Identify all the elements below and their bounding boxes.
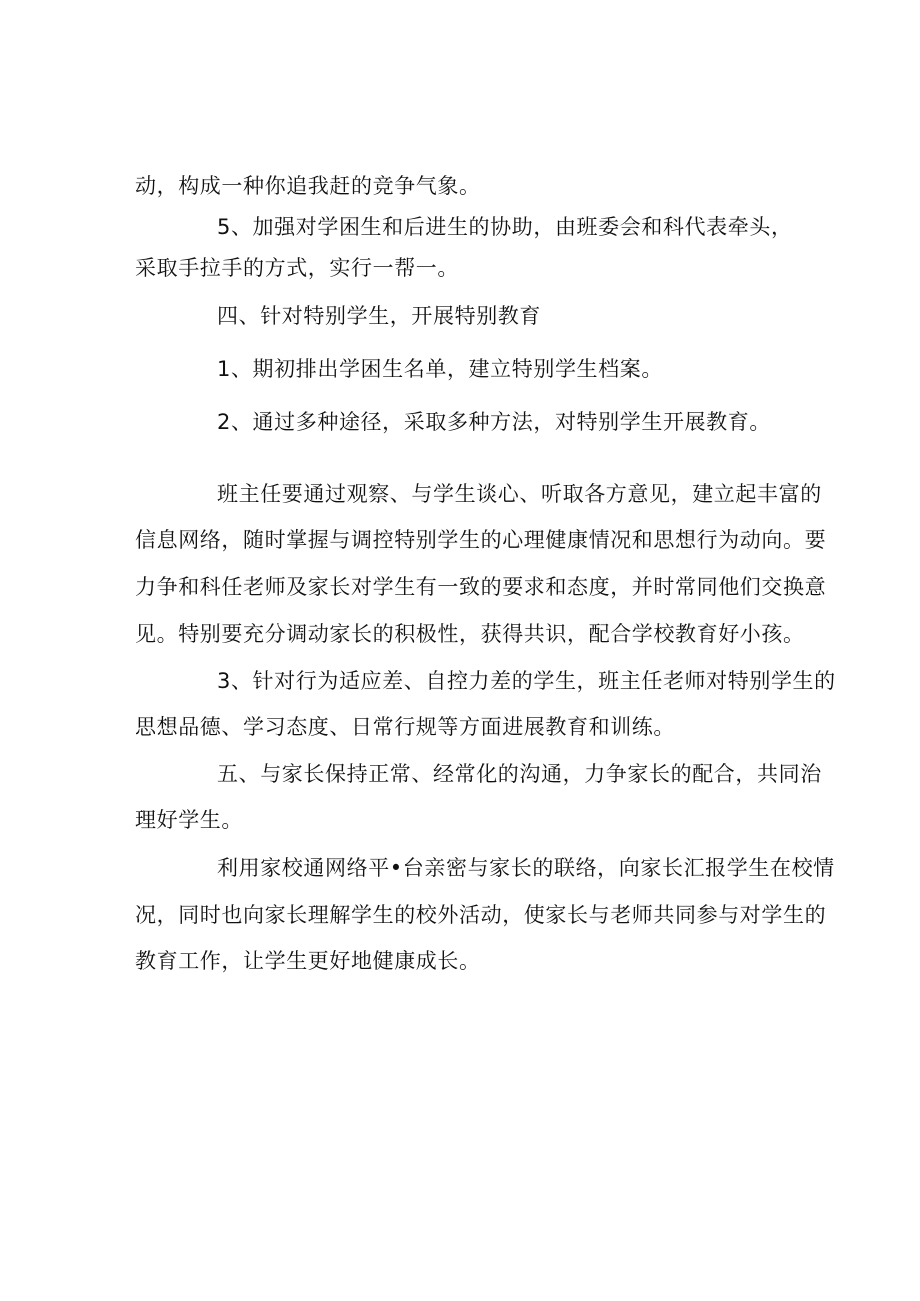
section-heading: 五、与家长保持正常、经常化的沟通，力争家长的配合，共同治 <box>217 762 822 786</box>
text-line: 思想品德、学习态度、日常行规等方面进展教育和训练。 <box>135 715 675 739</box>
text-line: 5、加强对学困生和后进生的协助，由班委会和科代表牵头， <box>217 215 793 239</box>
section-heading: 理好学生。 <box>135 808 243 832</box>
text-line: 力争和科任老师及家长对学生有一致的要求和态度，并时常同他们交换意 <box>135 575 827 599</box>
text-line: 采取手拉手的方式，实行一帮一。 <box>135 256 459 280</box>
text-line: 2、通过多种途径，采取多种方法，对特别学生开展教育。 <box>217 410 771 434</box>
text-line: 信息网络，随时掌握与调控特别学生的心理健康情况和思想行为动向。要 <box>135 528 827 552</box>
text-line: 3、针对行为适应差、自控力差的学生，班主任老师对特别学生的 <box>217 669 836 693</box>
text-line: 动，构成一种你追我赶的竞争气象。 <box>135 174 481 198</box>
text-line: 教育工作，让学生更好地健康成长。 <box>135 949 481 973</box>
text-line: 况，同时也向家长理解学生的校外活动，使家长与老师共同参与对学生的 <box>135 903 827 927</box>
text-line: 1、期初排出学困生名单，建立特别学生档案。 <box>217 357 663 381</box>
text-line: 班主任要通过观察、与学生谈心、听取各方意见，建立起丰富的 <box>217 482 822 506</box>
section-heading: 四、针对特别学生，开展特别教育 <box>217 304 541 328</box>
text-line: 利用家校通网络平•台亲密与家长的联络，向家长汇报学生在校情 <box>217 856 835 880</box>
text-line: 见。特别要充分调动家长的积极性，获得共识，配合学校教育好小孩。 <box>135 622 805 646</box>
